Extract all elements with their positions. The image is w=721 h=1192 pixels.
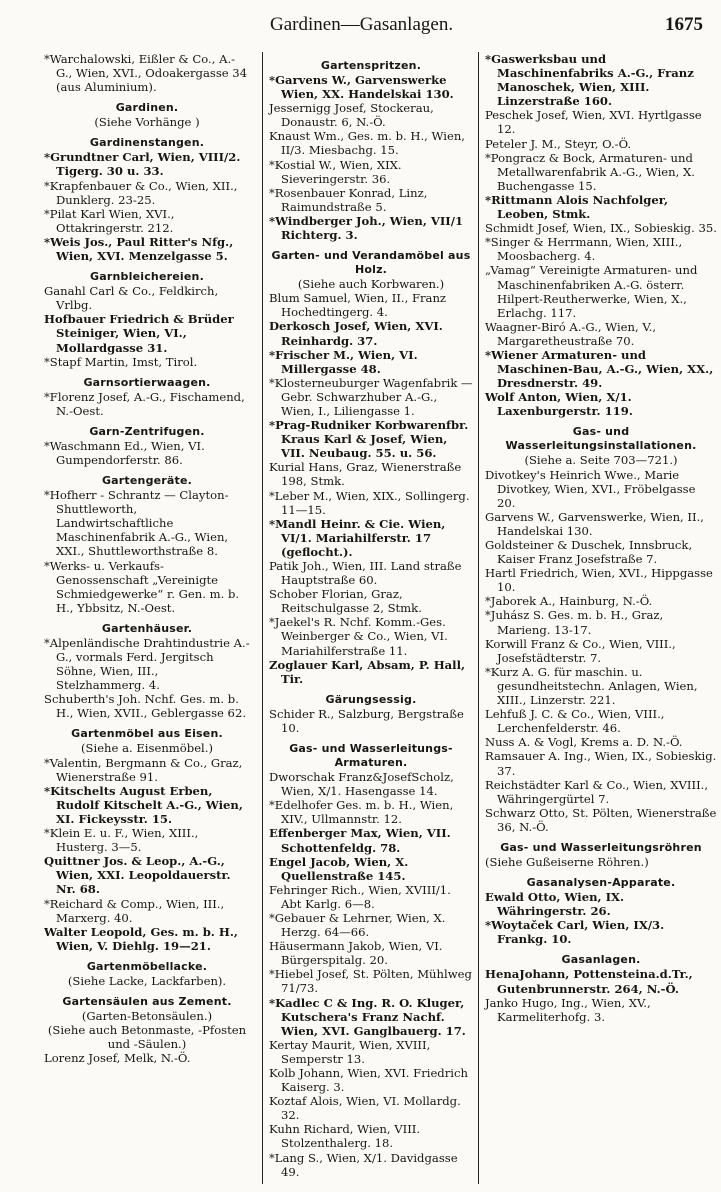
directory-entry: *Klein E. u. F., Wien, XIII., Husterg. 3—5.	[44, 826, 199, 855]
directory-entry: *Kostial W., Wien, XIX. Sieveringerstr. 36.	[269, 157, 402, 186]
directory-entry: *Frischer M., Wien, VI. Millergasse 48.	[269, 347, 418, 376]
section-heading: Gärungsessig.	[325, 692, 417, 706]
section-heading: Gasanalysen-Apparate.	[526, 876, 676, 890]
directory-entry: *Weis Jos., Paul Ritter's Nfg., Wien, XVI. Menzelgasse 5.	[44, 234, 234, 264]
directory-entry: Divotkey's Heinrich Wwe., Marie Divotkey, Wien, XVI., Fröbelgasse 20.	[485, 467, 696, 510]
directory-entry: *Gaswerksbau und Maschinenfabriks A.-G., Franz Manoschek, Wien, XIII. Linzerstraße 160.	[485, 52, 694, 109]
directory-entry: Dworschak Franz&JosefScholz, Wien, X/1. Hasengasse 14.	[269, 770, 454, 799]
directory-entry: Engel Jacob, Wien, X. Quellenstraße 145.	[269, 854, 409, 883]
directory-entry: *Garvens W., Garvenswerke Wien, XX. Handelskai 130.	[269, 73, 454, 102]
directory-entry: Koztaf Alois, Wien, VI. Mollardg. 32.	[269, 1094, 461, 1123]
directory-entry: *Hiebel Josef, St. Pölten, Mühlweg 71/73.	[269, 967, 472, 996]
directory-entry: Janko Hugo, Ing., Wien, XV., Karmeliterhofg. 3.	[485, 995, 651, 1024]
column-left	[44, 52, 250, 1184]
directory-entry: *Kurz A. G. für maschin. u. gesundheitstechn. Anlagen, Wien, XIII., Linzerstr. 221.	[485, 664, 698, 708]
directory-entry: *Grundtner Carl, Wien, VIII/2. Tigerg. 30 u. 33.	[44, 150, 241, 179]
directory-entry: Goldsteiner & Duschek, Innsbruck, Kaiser Franz Josefstraße 7.	[485, 538, 693, 567]
directory-entry: *Hofherr - Schrantz — Clayton-Shuttleworth, Landwirtschaftliche Maschinenfabrik A.-G., Wien, XXI., Shuttleworthstraße 8.	[44, 488, 229, 559]
section-heading: Gas- und Wasserleitungs-Armaturen.	[289, 742, 453, 770]
cross-reference-note: (Siehe a. Seite 703—721.)	[524, 453, 678, 468]
directory-entry: *Juhász S. Ges. m. b. H., Graz, Marieng. 13-17.	[485, 608, 664, 637]
directory-entry: *Warchalowski, Eißler & Co., A.-G., Wien, XVI., Odoakergasse 34 (aus Aluminium).	[44, 52, 248, 95]
directory-entry: Korwill Franz & Co., Wien, VIII., Josefstädterstr. 7.	[485, 636, 676, 665]
section-heading: Gas- und Wasserleitungsröhren	[500, 840, 702, 854]
directory-entry: Schober Florian, Graz, Reitschulgasse 2, Stmk.	[269, 587, 422, 616]
cross-reference-note: (Siehe Lacke, Lackfarben).	[67, 973, 227, 988]
directory-entry: Jessernigg Josef, Stockerau, Donaustr. 6, N.-Ö.	[269, 101, 434, 130]
directory-entry: Derkosch Josef, Wien, XVI. Reinhardg. 37.	[269, 319, 443, 348]
directory-entry: Häusermann Jakob, Wien, VI. Bürgerspitalg. 20.	[269, 939, 443, 968]
section-heading: Gartenmöbel aus Eisen.	[71, 727, 223, 741]
directory-entry: Ganahl Carl & Co., Feldkirch, Vrlbg.	[44, 284, 219, 313]
directory-entry: Schmidt Josef, Wien, IX., Sobieskig. 35.	[485, 221, 717, 236]
directory-entry: Kurial Hans, Graz, Wienerstraße 198, Stmk.	[269, 460, 462, 489]
directory-entry: *Windberger Joh., Wien, VII/1 Richterg. 3.	[269, 213, 464, 243]
section-heading: Gartenmöbellacke.	[86, 959, 208, 973]
directory-entry: Kolb Johann, Wien, XVI. Friedrich Kaiserg. 3.	[269, 1066, 468, 1095]
directory-page	[44, 52, 716, 1184]
section-heading: Gartensäulen aus Zement.	[62, 994, 232, 1008]
directory-entry: *Stapf Martin, Imst, Tirol.	[44, 354, 198, 369]
running-title: Gardinen—Gasanlagen.	[270, 14, 454, 35]
directory-entry: *Florenz Josef, A.-G., Fischamend, N.-Oest.	[44, 389, 245, 418]
directory-entry: *Woytaček Carl, Wien, IX/3. Frankg. 10.	[485, 918, 665, 947]
directory-entry: Peschek Josef, Wien, XVI. Hyrtlgasse 12.	[485, 108, 702, 137]
section-heading: Gartenspritzen.	[320, 59, 422, 72]
directory-entry: Fehringer Rich., Wien, XVIII/1. Abt Karlg. 6—8.	[269, 882, 451, 911]
directory-entry: Kuhn Richard, Wien, VIII. Stolzenthalerg. 18.	[269, 1122, 421, 1151]
directory-entry: *Valentin, Bergmann & Co., Graz, Wienerstraße 91.	[44, 755, 243, 784]
section-heading: Garnsortierwaagen.	[83, 375, 211, 389]
directory-entry: *Werks- u. Verkaufs-Genossenschaft „Vereinigte Schmiedgewerke“ r. Gen. m. b. H., Ybbsitz, N.-Oest.	[44, 558, 240, 615]
directory-entry: *Klosterneuburger Wagenfabrik — Gebr. Schwarzhuber A.-G., Wien, I., Liliengasse 1.	[269, 375, 473, 418]
directory-entry: „Vamag“ Vereinigte Armaturen- und Maschinenfabriken A.-G. österr. Hilpert-Reutherwerke, Wien, X., Erlachg. 117.	[485, 263, 698, 320]
column-middle	[262, 52, 473, 1184]
section-heading: Garnbleichereien.	[90, 270, 204, 284]
directory-entry: *Kitschelts August Erben, Rudolf Kitschelt A.-G., Wien, XI. Fickeysstr. 15.	[44, 783, 243, 826]
directory-entry: *Lang S., Wien, X/1. Davidgasse 49.	[269, 1150, 458, 1179]
page-header	[40, 14, 711, 42]
directory-entry: Blum Samuel, Wien, II., Franz Hochedtingerg. 4.	[269, 291, 447, 320]
page-number: 1675	[665, 14, 703, 35]
cross-reference-note: (Siehe auch Korbwaren.)	[297, 277, 445, 292]
directory-entry: *Jaborek A., Hainburg, N.-Ö.	[485, 594, 653, 609]
directory-entry: Hofbauer Friedrich & Brüder Steiniger, Wien, VI., Mollardgasse 31.	[44, 312, 234, 355]
cross-reference-note: (Garten-Betonsäulen.)	[81, 1008, 213, 1023]
directory-entry: Ewald Otto, Wien, IX. Währingerstr. 26.	[485, 890, 625, 919]
directory-entry: Effenberger Max, Wien, VII. Schottenfeldg. 78.	[269, 826, 451, 855]
directory-entry: Ramsauer A. Ing., Wien, IX., Sobieskig. 37.	[485, 749, 717, 778]
section-heading: Gasanlagen.	[561, 953, 641, 967]
directory-entry: Quittner Jos. & Leop., A.-G., Wien, XXI. Leopoldauerstr. Nr. 68.	[44, 854, 231, 897]
directory-entry: Peteler J. M., Steyr, O.-Ö.	[485, 136, 632, 151]
directory-entry: Lorenz Josef, Melk, N.-Ö.	[44, 1051, 191, 1066]
directory-entry: *Reichard & Comp., Wien, III., Marxerg. 40.	[44, 896, 225, 925]
directory-entry: Garvens W., Garvenswerke, Wien, II., Handelskai 130.	[485, 509, 704, 538]
directory-entry: HenaJohann, Pottensteina.d.Tr., Gutenbrunnerstr. 264, N.-Ö.	[485, 967, 693, 996]
directory-entry: *Prag-Rudniker Korbwarenfbr. Kraus Karl & Josef, Wien, VII. Neubaug. 55. u. 56.	[269, 418, 469, 461]
directory-entry: *Kadlec C & Ing. R. O. Kluger, Kutschera's Franz Nachf. Wien, XVI. Ganglbauerg. 17.	[269, 995, 466, 1038]
directory-entry: Lehfuß J. C. & Co., Wien, VIII., Lerchenfelderstr. 46.	[485, 707, 665, 736]
directory-entry: *Leber M., Wien, XIX., Sollingerg. 11—15.	[269, 488, 470, 517]
directory-entry: Schider R., Salzburg, Bergstraße 10.	[269, 706, 464, 735]
directory-entry: Wolf Anton, Wien, X/1. Laxenburgerstr. 119.	[485, 390, 633, 419]
directory-entry: *Gebauer & Lehrner, Wien, X. Herzg. 64—66.	[269, 910, 446, 940]
directory-entry: *Mandl Heinr. & Cie. Wien, VI/1. Mariahilferstr. 17 (geflocht.).	[269, 516, 446, 559]
directory-entry: Kertay Maurit, Wien, XVIII, Semperstr 13.	[269, 1037, 431, 1066]
cross-reference-note: (Siehe Vorhänge )	[94, 115, 200, 130]
directory-entry: Reichstädter Karl & Co., Wien, XVIII., Währingergürtel 7.	[485, 777, 709, 806]
section-heading: Gardinenstangen.	[89, 136, 205, 150]
directory-entry: Zoglauer Karl, Absam, P. Hall, Tir.	[269, 657, 466, 686]
directory-entry: *Edelhofer Ges. m. b. H., Wien, XIV., Ullmannstr. 12.	[269, 798, 454, 827]
directory-entry: Waagner-Biró A.-G., Wien, V., Margaretheustraße 70.	[485, 319, 657, 348]
directory-entry: *Jaekel's R. Nchf. Komm.-Ges. Weinberger & Co., Wien, VI. Mariahilferstraße 11.	[269, 615, 448, 658]
column-right	[478, 52, 717, 1184]
directory-entry: Schuberth's Joh. Nchf. Ges. m. b. H., Wien, XVII., Geblergasse 62.	[44, 692, 247, 721]
section-heading: Garten- und Verandamöbel aus Holz.	[271, 249, 471, 277]
section-heading: Gas- und Wasserleitungsinstallationen.	[505, 425, 697, 453]
cross-reference-note: (Siehe auch Betonmaste, -Pfosten und -Säulen.)	[47, 1023, 247, 1052]
section-heading: Gardinen.	[115, 101, 179, 115]
directory-entry: *Krapfenbauer & Co., Wien, XII., Dunklerg. 23-25.	[44, 178, 238, 207]
directory-entry: Schwarz Otto, St. Pölten, Wienerstraße 36, N.-Ö.	[485, 805, 717, 834]
section-heading: Gartengeräte.	[101, 474, 193, 488]
directory-entry: *Pilat Karl Wien, XVI., Ottakringerstr. 212.	[44, 206, 175, 235]
directory-entry: *Singer & Herrmann, Wien, XIII., Moosbacherg. 4.	[485, 235, 683, 264]
directory-entry: Walter Leopold, Ges. m. b. H., Wien, V. Diehlg. 19—21.	[44, 924, 238, 953]
directory-entry: *Pongracz & Bock, Armaturen- und Metallwarenfabrik A.-G., Wien, X. Buchengasse 15.	[485, 150, 695, 193]
directory-entry: *Rittmann Alois Nachfolger, Leoben, Stmk.	[485, 192, 669, 222]
section-heading: Gartenhäuser.	[101, 621, 193, 635]
directory-entry: Hartl Friedrich, Wien, XVI., Hippgasse 10.	[485, 566, 713, 595]
section-heading: Garn-Zentrifugen.	[89, 424, 205, 438]
directory-entry: Patik Joh., Wien, III. Land straße Hauptstraße 60.	[269, 559, 462, 588]
directory-entry: *Waschmann Ed., Wien, VI. Gumpendorferstr. 86.	[44, 438, 205, 467]
directory-entry: *Wiener Armaturen- und Maschinen-Bau, A.-G., Wien, XX., Dresdnerstr. 49.	[485, 347, 714, 391]
directory-entry: Nuss A. & Vogl, Krems a. D. N.-Ö.	[485, 735, 683, 750]
directory-entry: Knaust Wm., Ges. m. b. H., Wien, II/3. Miesbachg. 15.	[269, 129, 465, 158]
cross-reference-note: (Siehe a. Eisenmöbel.)	[81, 741, 213, 756]
directory-entry: *Rosenbauer Konrad, Linz, Raimundstraße 5.	[269, 185, 428, 214]
directory-entry: *Alpenländische Drahtindustrie A.-G., vormals Ferd. Jergitsch Söhne, Wien, III., Stelzhammerg. 4.	[44, 635, 250, 693]
directory-entry: (Siehe Gußeiserne Röhren.)	[485, 854, 649, 869]
